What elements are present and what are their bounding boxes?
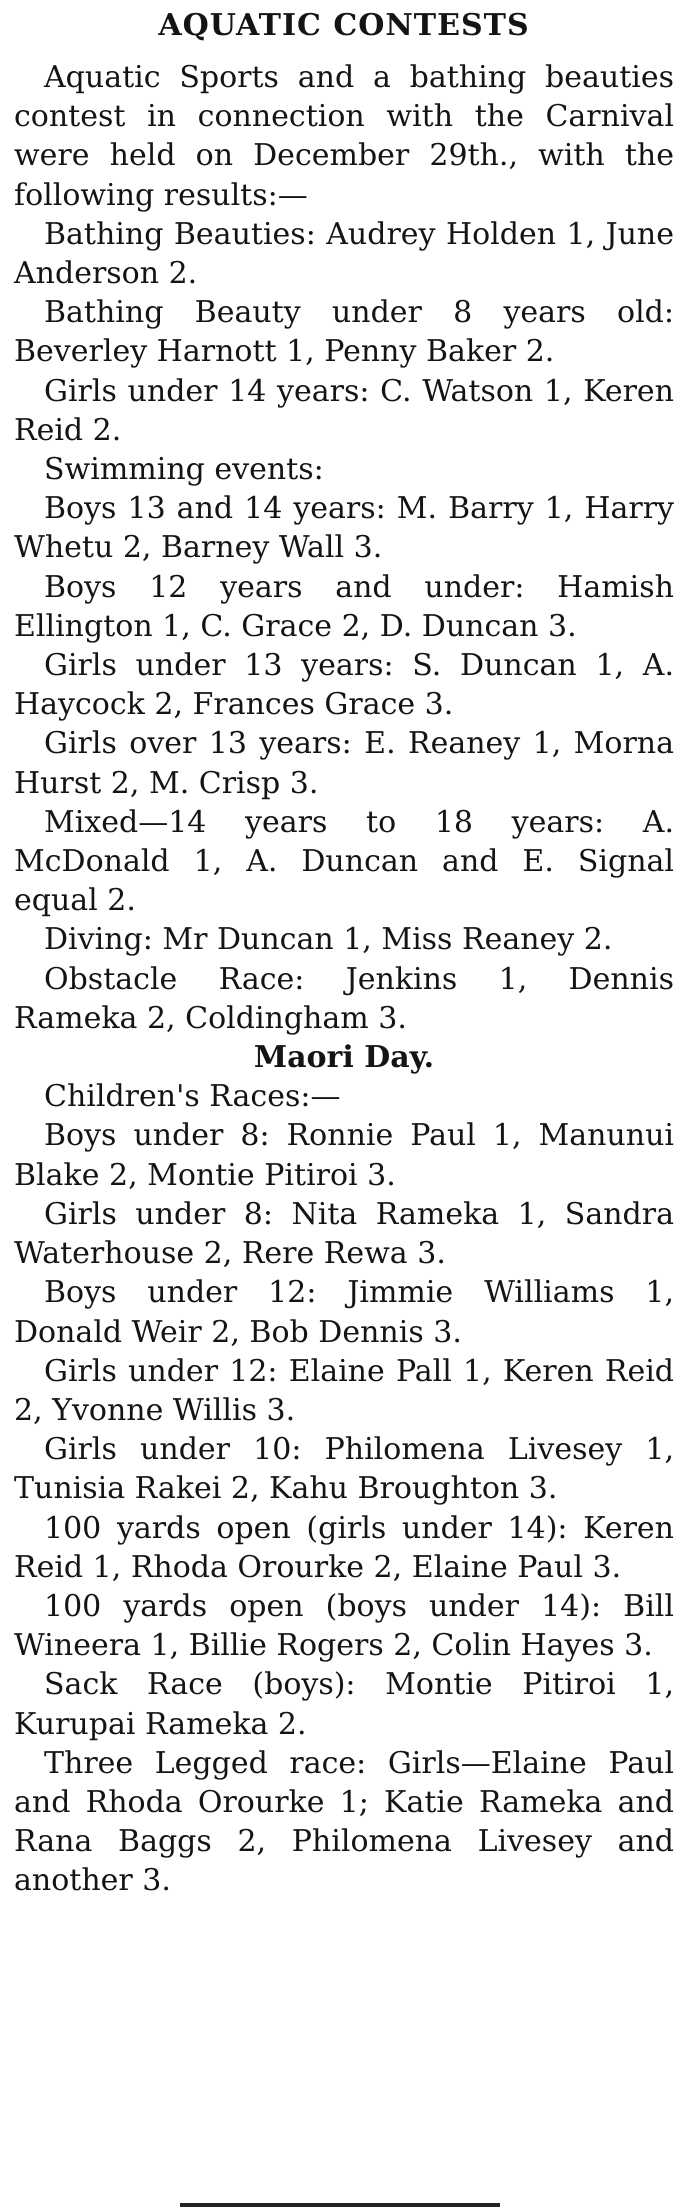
paragraph-three-legged-race: Three Legged race: Girls—Elaine Paul and Rhoda Orourke 1; Katie Rameka and Rana Baggs 2, Philomena Livesey and another 3.	[14, 1745, 674, 1899]
paragraph-100-yards-boys: 100 yards open (boys under 14): Bill Wineera 1, Billie Rogers 2, Colin Hayes 3.	[14, 1588, 674, 1664]
paragraph-obstacle-race: Obstacle Race: Jenkins 1, Dennis Rameka 2, Coldingham 3.	[14, 961, 674, 1036]
paragraph-girls-under-14: Girls under 14 years: C. Watson 1, Keren Reid 2.	[14, 373, 674, 448]
paragraph-boys-12-under: Boys 12 years and under: Hamish Ellington 1, C. Grace 2, D. Duncan 3.	[14, 569, 674, 644]
paragraph-girls-under-13: Girls under 13 years: S. Duncan 1, A. Haycock 2, Frances Grace 3.	[14, 648, 674, 723]
paragraph-100-yards-girls: 100 yards open (girls under 14): Keren Reid 1, Rhoda Orourke 2, Elaine Paul 3.	[14, 1510, 674, 1585]
headline: AQUATIC CONTESTS	[158, 8, 530, 43]
paragraph-boys-13-14: Boys 13 and 14 years: M. Barry 1, Harry Whetu 2, Barney Wall 3.	[14, 491, 674, 566]
paragraph-bathing-beauty-under-8: Bathing Beauty under 8 years old: Beverley Harnott 1, Penny Baker 2.	[14, 295, 674, 370]
paragraph-girls-under-12: Girls under 12: Elaine Pall 1, Keren Reid 2, Yvonne Willis 3.	[14, 1353, 674, 1428]
paragraph-mixed-14-18: Mixed—14 years to 18 years: A. McDonald 1, A. Duncan and E. Signal equal 2.	[14, 804, 674, 919]
subheading-maori-day: Maori Day.	[253, 1040, 435, 1076]
paragraph-boys-under-12: Boys under 12: Jimmie Williams 1, Donald Weir 2, Bob Dennis 3.	[14, 1275, 674, 1350]
paragraph-boys-under-8: Boys under 8: Ronnie Paul 1, Manunui Blake 2, Montie Pitiroi 3.	[14, 1118, 674, 1193]
closing-rule	[180, 2203, 500, 2207]
article-column	[14, 0, 674, 1901]
paragraph-intro: Aquatic Sports and a bathing beauties contest in connection with the Carnival were held on December 29th., with the following results:—	[14, 60, 674, 213]
paragraph-bathing-beauties: Bathing Beauties: Audrey Holden 1, June Anderson 2.	[14, 216, 674, 292]
paragraph-swimming-events: Swimming events:	[44, 452, 324, 488]
paragraph-diving: Diving: Mr Duncan 1, Miss Reaney 2.	[44, 922, 613, 958]
paragraph-sack-race: Sack Race (boys): Montie Pitiroi 1, Kurupai Rameka 2.	[14, 1667, 674, 1742]
paragraph-childrens-races: Children's Races:—	[44, 1079, 341, 1115]
paragraph-girls-over-13: Girls over 13 years: E. Reaney 1, Morna Hurst 2, M. Crisp 3.	[14, 726, 674, 801]
paragraph-girls-under-8: Girls under 8: Nita Rameka 1, Sandra Waterhouse 2, Rere Rewa 3.	[14, 1196, 674, 1272]
paragraph-girls-under-10: Girls under 10: Philomena Livesey 1, Tunisia Rakei 2, Kahu Broughton 3.	[14, 1432, 674, 1507]
